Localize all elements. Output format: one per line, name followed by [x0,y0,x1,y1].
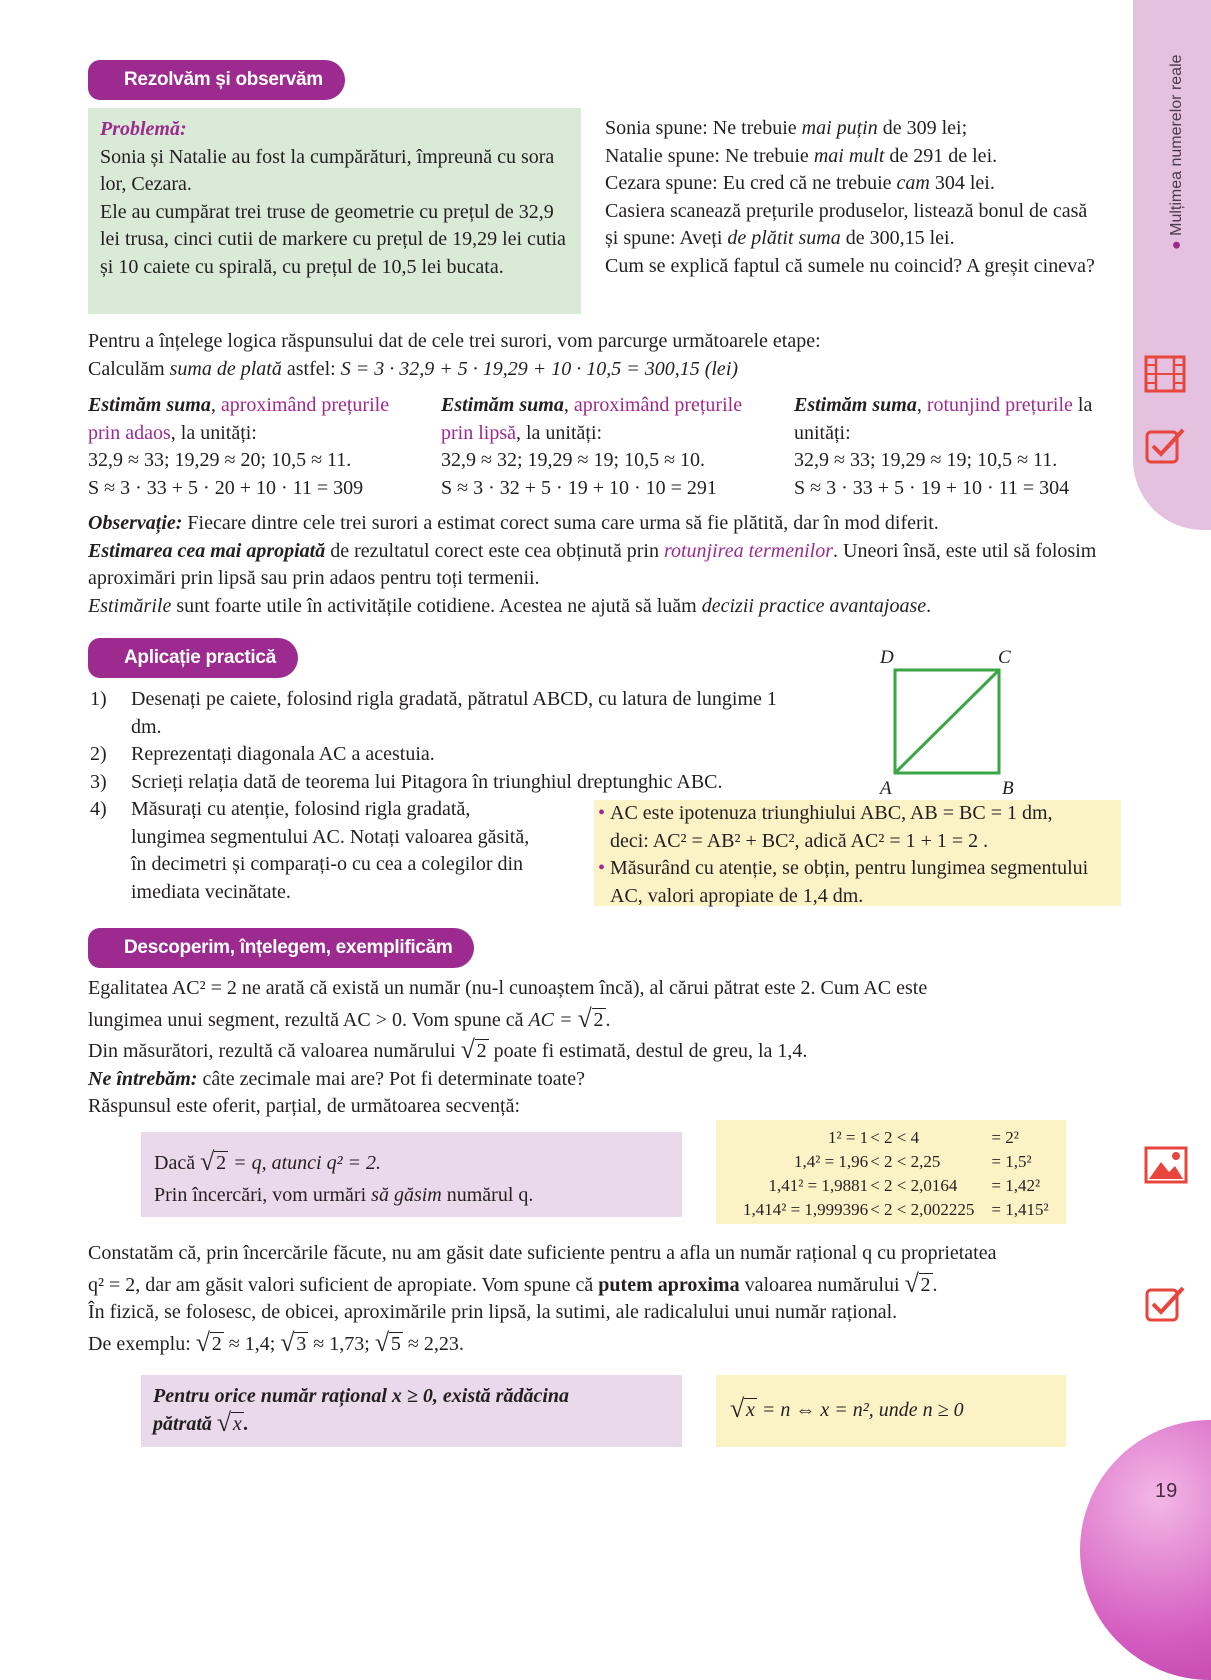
estimate-col-1: Estimăm suma, aproximând prețurile prin adaos, la unități: 32,9 ≈ 33; 19,29 ≈ 20; 10,5 ≈ 11. S ≈ 3 · 33 + 5 · 20 + 10 · 11 = 309 [88,394,390,499]
table-row: 1,414² = 1,999396 < 2 < 2,002225 = 1,415² [743,1200,1049,1219]
vertex-b-label: B [1002,778,1014,799]
estimate-col-2: Estimăm suma, aproximând prețurile prin lipsă, la unități: 32,9 ≈ 32; 19,29 ≈ 19; 10,5 ≈ 10. S ≈ 3 · 32 + 5 · 19 + 10 · 10 = 291 [441,394,743,499]
answer-box: • AC este ipotenuza triunghiului ABC, AB = BC = 1 dm, deci: AC² = AB² + BC², adică AC² = 1 + 1 = 2 . • Măsurând cu atenție, se obțin, pentru lungimea segmentului AC, valori apropiate de 1,4 dm. [594,800,1121,906]
intro-text: Pentru a înțelege logica răspunsului dat de cele trei surori, vom parcurge următoarele etape: Calculăm suma de plată astfel: S = 3 · 32,9 + 5 · 19,29 + 10 · 10,5 = 300,15 (lei) [88,330,821,380]
table-row: 1,41² = 1,9881 < 2 < 2,0164 = 1,42² [768,1176,1041,1195]
section-header-descoperim: Descoperim, înțelegem, exemplificăm [100,928,474,968]
section-header-rezolvam: Rezolvăm și observăm [100,60,345,100]
film-icon[interactable] [1143,352,1189,398]
checklist-icon[interactable] [1143,422,1189,468]
estimate-col-3: Estimăm suma, rotunjind prețurile la unități: 32,9 ≈ 33; 19,29 ≈ 19; 10,5 ≈ 11. S ≈ 3 · 33 + 5 · 19 + 10 · 11 = 304 [794,394,1093,499]
approx-table [716,1120,1066,1224]
discovery-text: Egalitatea AC² = 2 ne arată că există un număr (nu-l cunoaștem încă), al cărui pătrat este 2. Cum AC este lungimea unui segment, rezultă AC > 0. Vom spune că AC = √ 2 . Din măsurători, rezultă că valoarea numărului √ 2 poate fi estimată, destul de greu, la 1,4. Ne întrebăm: câte zecimale mai are? Pot fi determinate toate? Răspunsul este oferit, parțial, de următoarea secvență: [88,975,1128,1121]
q-box: Dacă √ 2 = q, atunci q² = 2. Prin încercări, vom urmări să găsim numărul q. [141,1132,682,1217]
checklist-icon[interactable] [1143,1280,1189,1326]
page-corner [1080,1420,1211,1680]
conclusion-text: Constatăm că, prin încercările făcute, nu am găsit date suficiente pentru a afla un număr rațional q cu proprietatea q² = 2, dar am găsit valori suficient de apropiate. Vom spune că putem aproxima valoarea numărului √ 2 . În fizică, se folosesc, de obicei, aproximările prin lipsă, la sutimi, ale radicalului unui număr rațional. De exemplu: √ 2 ≈ 1,4; √ 3 ≈ 1,73; √ 5 ≈ 2,23. [88,1240,1133,1358]
table-row: 1,4² = 1,96 < 2 < 2,25 = 1,5² [794,1152,1032,1171]
table-row: 1² = 1 < 2 < 4 = 2² [828,1128,1019,1147]
vertex-a-label: A [880,778,892,799]
vertex-c-label: C [998,647,1011,668]
square-abcd-figure [870,642,1030,802]
statements: Sonia spune: Ne trebuie mai puțin de 309 lei; Natalie spune: Ne trebuie mai mult de 291 de lei. Cezara spune: Eu cred că ne trebuie cam 304 lei. Casiera scanează prețurile produselor, listează bonul de casă și spune: Aveți de plătit suma de 300,15 lei. Cum se explică faptul că sumele nu coincid? A greșit cineva? [605,117,1095,277]
image-icon[interactable] [1143,1142,1189,1188]
problem-text-2: Ele au cumpărat trei truse de geometrie cu prețul de 32,9 lei trusa, cinci cutii de markere cu prețul de 19,29 lei cutia și 10 caiete cu spirală, cu prețul de 10,5 lei bucata. [100,200,566,278]
page-number: 19 [1155,1480,1178,1502]
section-header-aplicatie: Aplicație practică [100,638,298,678]
vertex-d-label: D [880,647,894,668]
problem-box [88,108,581,314]
observation: Observație: Fiecare dintre cele trei surori a estimat corect suma care urma să fie plătită, dar în mod diferit. Estimarea cea mai apropiată de rezultatul corect este cea obținută prin rotunjirea termenilor. Uneori însă, este util să folosim aproximări prin lipsă sau prin adaos pentru toți termenii. Estimările sunt foarte utile în activitățile cotidiene. Acestea ne ajută să luăm decizii practice avantajoase. [88,512,1097,617]
problem-title: Problemă: [100,118,187,140]
theorem-box: Pentru orice număr rațional x ≥ 0, există rădăcina pătrată √ x . [141,1375,682,1447]
problem-text: Sonia și Natalie au fost la cumpărături, împreună cu sora lor, Cezara. [100,145,555,195]
definition-box: √ x = n ⇔ x = n², unde n ≥ 0 [716,1375,1066,1447]
steps-list: 1) Desenați pe caiete, folosind rigla gradată, pătratul ABCD, cu latura de lungime 1 dm. 2) Reprezentați diagonala AC a acestuia. 3) Scrieți relația dată de teorema lui Pitagora în triunghiul dreptunghic ABC. 4) Măsurați cu atenție, folosind rigla gradată, lungimea segmentului AC. Notați valoarea găsită, în decimetri și comparați-o cu cea a colegilor din imediata vecinătate. [90,688,777,903]
